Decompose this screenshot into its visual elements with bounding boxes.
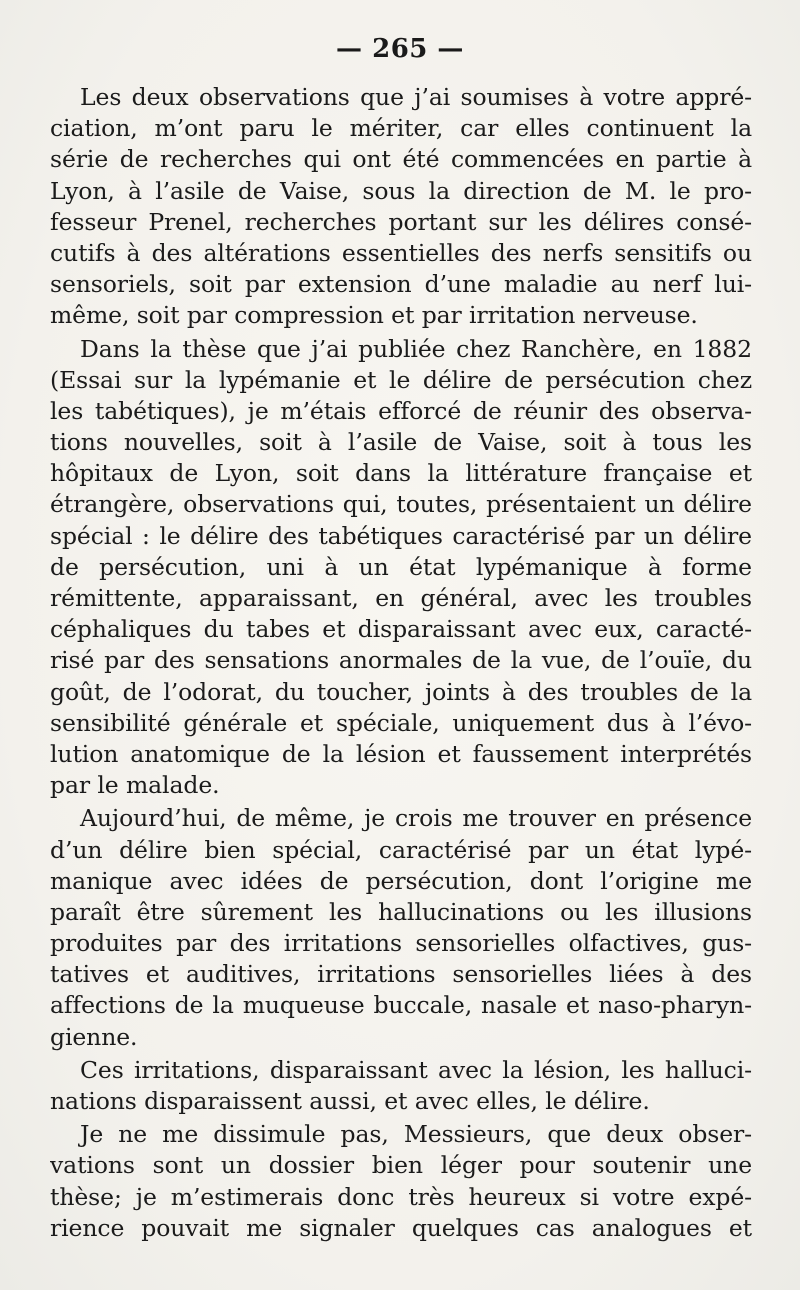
- page-number: — 265 —: [336, 34, 464, 64]
- text-line: goût, de l’odorat, du toucher, joints à des troubles de la: [50, 677, 752, 706]
- text-line: paraît être sûrement les hallucinations ou les illusions: [50, 897, 752, 926]
- text-line: même, soit par compression et par irritation nerveuse.: [50, 301, 698, 330]
- text-line: ciation, m’ont paru le mériter, car elles continuent la: [50, 114, 752, 143]
- text-line: risé par des sensations anormales de la vue, de l’ouïe, du: [50, 646, 752, 675]
- text-line: sensoriels, soit par extension d’une maladie au nerf lui-: [50, 270, 752, 299]
- text-line: Ces irritations, disparaissant avec la lésion, les halluci-: [80, 1055, 752, 1084]
- text-line: tions nouvelles, soit à l’asile de Vaise, soit à tous les: [50, 428, 752, 457]
- paragraph-2: [50, 334, 752, 802]
- text-line: Dans la thèse que j’ai publiée chez Ranchère, en 1882: [80, 334, 752, 363]
- text-line: affections de la muqueuse buccale, nasale et naso-pharyn-: [50, 991, 752, 1020]
- text-line: d’un délire bien spécial, caractérisé par un état lypé-: [50, 835, 752, 864]
- text-line: tatives et auditives, irritations sensorielles liées à des: [50, 960, 752, 989]
- text-line: vations sont un dossier bien léger pour soutenir une: [50, 1151, 752, 1180]
- text-line: les tabétiques), je m’étais efforcé de réunir des observa-: [50, 396, 752, 425]
- text-line: série de recherches qui ont été commencées en partie à: [50, 145, 752, 174]
- text-line: rience pouvait me signaler quelques cas analogues et: [50, 1213, 752, 1242]
- text-line: céphaliques du tabes et disparaissant avec eux, caracté-: [50, 615, 752, 644]
- paragraph-3: [50, 803, 752, 1053]
- paragraph-4: [50, 1055, 752, 1117]
- text-line: thèse; je m’estimerais donc très heureux si votre expé-: [50, 1182, 752, 1211]
- text-line: gienne.: [50, 1022, 138, 1051]
- text-line: rémittente, apparaissant, en général, avec les troubles: [50, 584, 752, 612]
- text-line: Je ne me dissimule pas, Messieurs, que deux obser-: [80, 1120, 752, 1149]
- text-line: fesseur Prenel, recherches portant sur les délires consé-: [50, 207, 752, 236]
- text-line: produites par des irritations sensorielles olfactives, gus-: [50, 929, 752, 958]
- text-line: manique avec idées de persécution, dont l’origine me: [50, 866, 752, 895]
- text-line: spécial : le délire des tabétiques caractérisé par un délire: [50, 521, 752, 550]
- body-text: [50, 82, 752, 1246]
- text-line: Aujourd’hui, de même, je crois me trouver en présence: [80, 804, 752, 833]
- text-line: nations disparaissent aussi, et avec elles, le délire.: [50, 1087, 650, 1115]
- text-line: (Essai sur la lypémanie et le délire de persécution chez: [50, 365, 752, 394]
- text-line: Lyon, à l’asile de Vaise, sous la direction de M. le pro-: [50, 176, 752, 205]
- text-line: Les deux observations que j’ai soumises à votre appré-: [80, 83, 752, 111]
- paragraph-1: [50, 82, 752, 332]
- text-line: étrangère, observations qui, toutes, présentaient un délire: [50, 490, 752, 519]
- text-line: sensibilité générale et spéciale, uniquement dus à l’évo-: [50, 708, 752, 737]
- text-line: de persécution, uni à un état lypémanique à forme: [50, 552, 752, 581]
- text-line: lution anatomique de la lésion et faussement interprétés: [50, 739, 752, 768]
- text-line: hôpitaux de Lyon, soit dans la littérature française et: [50, 459, 752, 488]
- text-line: cutifs à des altérations essentielles des nerfs sensitifs ou: [50, 238, 752, 267]
- text-line: par le malade.: [50, 771, 220, 800]
- paragraph-5: [50, 1119, 752, 1244]
